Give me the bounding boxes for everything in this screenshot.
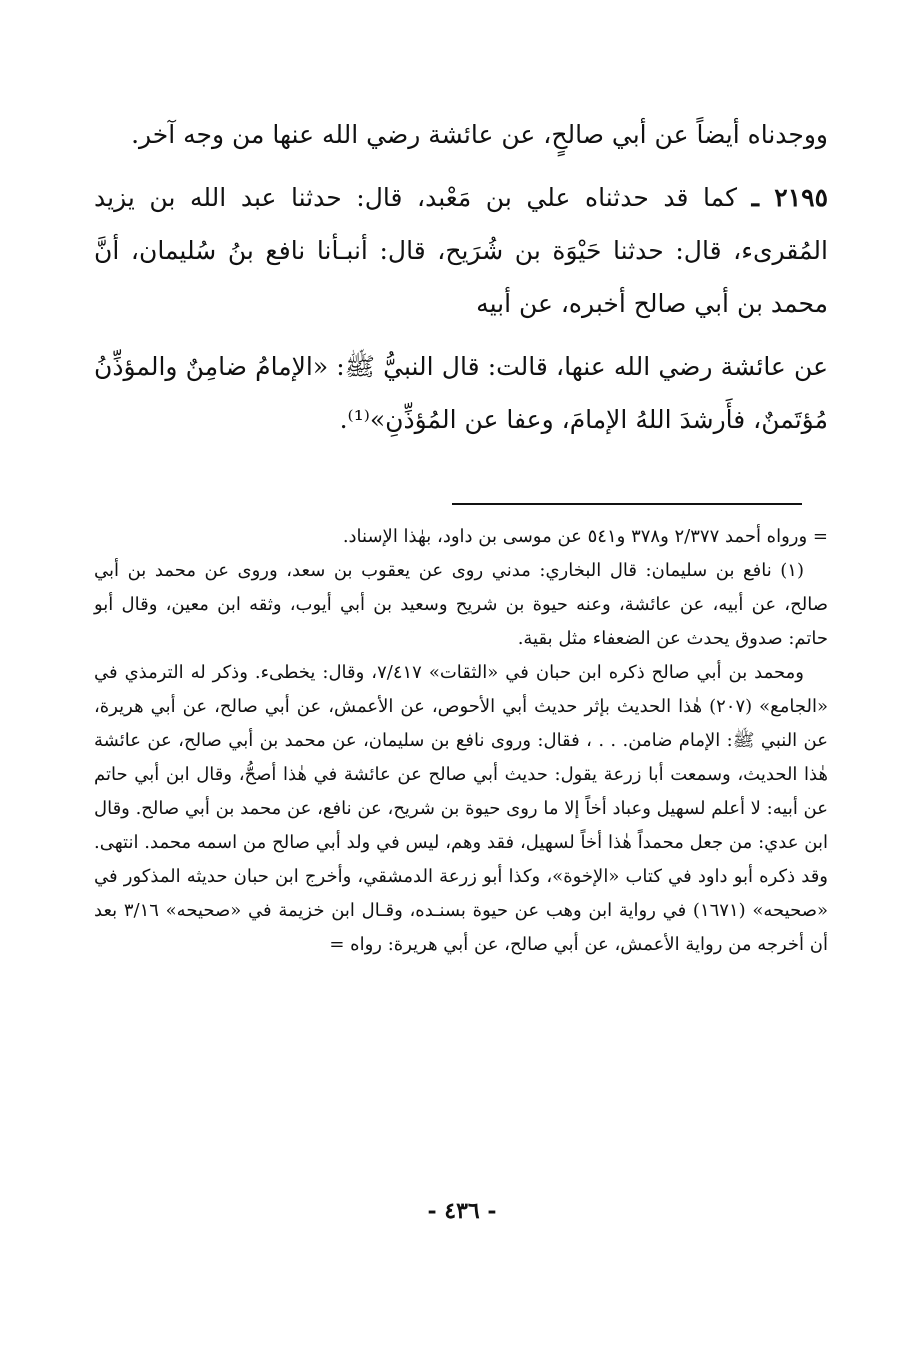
- main-text: [94, 108, 828, 446]
- hadith-isnad: كما قد حدثناه علي بن مَعْبد، قال: حدثنا عبد الله بن يزيد المُقرىء، قال: حدثنا حَيْوَة بن شُرَيح، قال: أنبـأنا نافع بنُ سُليمان، أنَّ محمد بن أبي صالح أخبره، عن أبيه: [94, 183, 828, 318]
- footnote-1-continued: ومحمد بن أبي صالح ذكره ابن حبان في «الثقات» ٧/٤١٧، وقال: يخطىء. وذكر له الترمذي في «الجامع» (٢٠٧) هٰذا الحديث بإثر حديث أبي الأحوص، عن الأعمش، عن أبي صالح، عن أبي هريرة، عن النبي ﷺ: الإمام ضامن. . . ، فقال: وروى نافع بن سليمان، عن محمد بن أبي صالح، عن عائشة هٰذا الحديث، وسمعت أبا زرعة يقول: حديث أبي صالح عن عائشة في هٰذا أصحُّ، وقال ابن أبي حاتم عن أبيه: لا أعلم لسهيل وعباد أخاً إلا ما روى حيوة بن شريح، عن نافع، عن محمد بن أبي صالح. وقال ابن عدي: من جعل محمداً هٰذا أخاً لسهيل، فقد وهم، ليس في ولد أبي صالح من اسمه محمد. انتهى. وقد ذكره أبو داود في كتاب «الإخوة»، وكذا أبو زرعة الدمشقي، وأخرج ابن حبان حديثه المذكور في «صحيحه» (١٦٧١) في رواية ابن وهب عن حيوة بسنـده، وقـال ابن خزيمة في «صحيحه» ٣/١٦ بعد أن أخرجه من رواية الأعمش، عن أبي صالح، عن أبي هريرة: رواه =: [94, 662, 829, 955]
- page-body: [94, 108, 828, 446]
- hadith-number: ٢١٩٥ ـ: [751, 183, 828, 212]
- intro-paragraph: ووجدناه أيضاً عن أبي صالحٍ، عن عائشة رضي الله عنها من وجه آخر.: [131, 120, 828, 149]
- footnote-continuation: = ورواه أحمد ٢/٣٧٧ و٣٧٨ و٥٤١ عن موسى بن داود، بهٰذا الإسناد.: [342, 526, 828, 547]
- page-number: - ٤٣٦ -: [427, 1198, 497, 1224]
- footnote-separator: [452, 503, 802, 505]
- footnote-1: (١) نافع بن سليمان: قال البخاري: مدني روى عن يعقوب بن سعد، وروى عن محمد بن أبي صالح، عن أبيه، عن عائشة، وعنه حيوة بن شريح وسعيد بن أبي أيوب، وثقه ابن معين، وقال أبو حاتم: صدوق يحدث عن الضعفاء مثل بقية.: [94, 560, 828, 649]
- footnotes: [94, 520, 828, 962]
- hadith-matn: عن عائشة رضي الله عنها، قالت: قال النبيُّ ﷺ: «الإمامُ ضامِنٌ والمؤذِّنُ مُؤتَمنٌ، فأَرشدَ اللهُ الإمامَ، وعفا عن المُؤذِّنِ»⁽¹⁾.: [94, 352, 828, 434]
- hadith-paragraph: [94, 171, 828, 330]
